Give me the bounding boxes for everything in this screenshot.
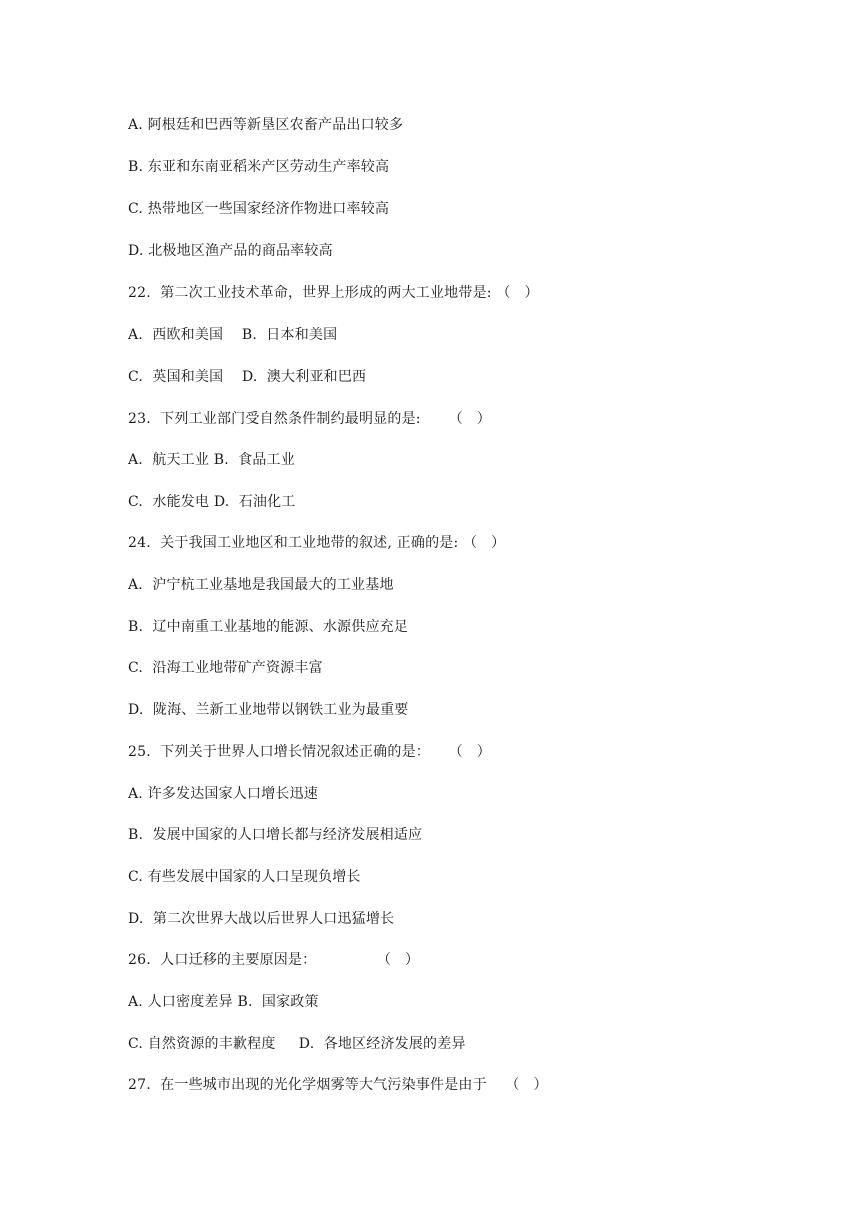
option-25-c: C. 有些发展中国家的人口呈现负增长: [128, 869, 361, 885]
options-26-cd: C. 自然资源的丰歉程度 D. 各地区经济发展的差异: [128, 1036, 466, 1052]
option-24-b: B. 辽中南重工业基地的能源、水源供应充足: [128, 619, 409, 635]
option-25-d: D. 第二次世界大战以后世界人口迅猛增长: [128, 911, 395, 927]
option-21-a: A. 阿根廷和巴西等新垦区农畜产品出口较多: [128, 117, 404, 133]
options-23-cd: C. 水能发电 D. 石油化工: [128, 494, 296, 510]
option-21-c: C. 热带地区一些国家经济作物进口率较高: [128, 201, 390, 217]
option-24-a: A. 沪宁杭工业基地是我国最大的工业基地: [128, 577, 394, 593]
question-26: 26. 人口迁移的主要原因是： （ ）: [128, 952, 420, 968]
option-21-d: D. 北极地区渔产品的商品率较高: [128, 243, 333, 259]
question-25: 25. 下列关于世界人口增长情况叙述正确的是： （ ）: [128, 744, 491, 760]
option-21-b: B. 东亚和东南亚稻米产区劳动生产率较高: [128, 159, 390, 175]
option-25-a: A. 许多发达国家人口增长迅速: [128, 786, 319, 802]
question-24: 24. 关于我国工业地区和工业地带的叙述, 正确的是: （ ）: [128, 535, 506, 551]
question-23: 23. 下列工业部门受自然条件制约最明显的是: （ ）: [128, 411, 491, 427]
options-26-ab: A. 人口密度差异 B. 国家政策: [128, 994, 319, 1010]
option-24-c: C. 沿海工业地带矿产资源丰富: [128, 660, 323, 676]
question-22: 22. 第二次工业技术革命，世界上形成的两大工业地带是: （ ）: [128, 285, 539, 301]
options-22-cd: C. 英国和美国 D. 澳大利亚和巴西: [128, 369, 367, 385]
option-25-b: B. 发展中国家的人口增长都与经济发展相适应: [128, 827, 423, 843]
options-23-ab: A. 航天工业 B. 食品工业: [128, 452, 295, 468]
question-27: 27. 在一些城市出现的光化学烟雾等大气污染事件是由于 （ ）: [128, 1077, 548, 1093]
option-24-d: D. 陇海、兰新工业地带以钢铁工业为最重要: [128, 702, 409, 718]
options-22-ab: A. 西欧和美国 B. 日本和美国: [128, 327, 338, 343]
